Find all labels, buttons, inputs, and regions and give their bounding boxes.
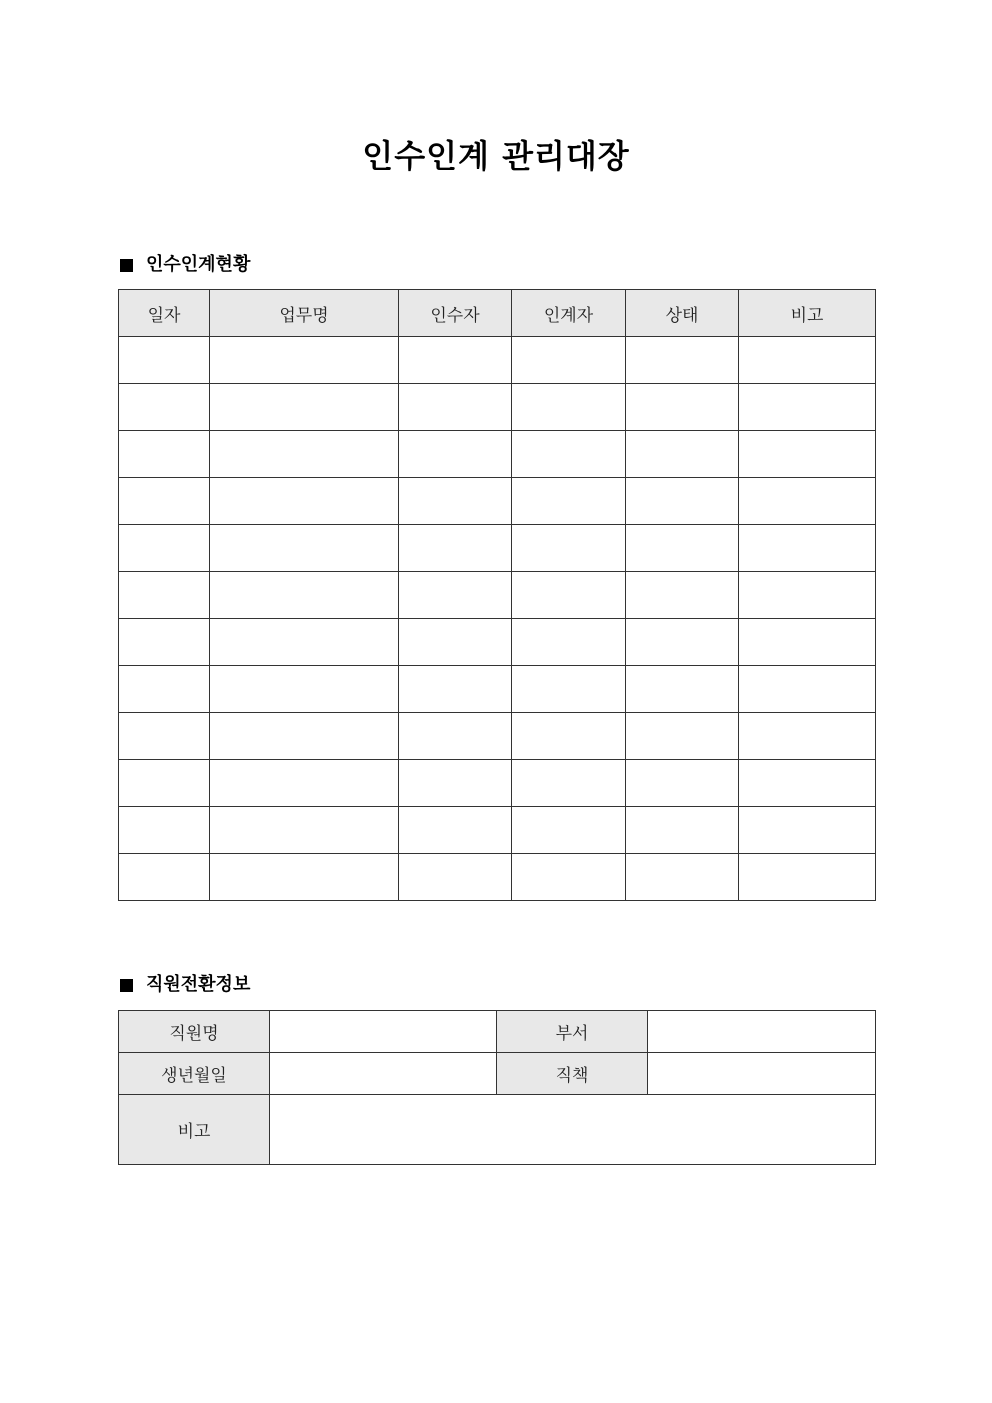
section-heading-employee-transition (120, 972, 250, 998)
handover-person-cell[interactable] (512, 807, 626, 854)
department-field[interactable] (648, 1011, 876, 1053)
table-row (119, 431, 876, 478)
section-heading-label: 인수인계현황 (146, 254, 251, 275)
document-title: 인수인계 관리대장 (362, 137, 630, 175)
date-cell[interactable] (119, 760, 210, 807)
task-name-cell[interactable] (210, 572, 399, 619)
table-row (119, 337, 876, 384)
table-row (119, 713, 876, 760)
task-name-cell[interactable] (210, 666, 399, 713)
receiver-cell[interactable] (399, 854, 512, 901)
column-header-remarks: 비고 (739, 290, 876, 337)
date-cell[interactable] (119, 525, 210, 572)
status-cell[interactable] (626, 384, 739, 431)
task-name-cell[interactable] (210, 619, 399, 666)
status-cell[interactable] (626, 337, 739, 384)
status-cell[interactable] (626, 525, 739, 572)
birth-date-label: 생년월일 (119, 1053, 270, 1095)
status-cell[interactable] (626, 666, 739, 713)
receiver-cell[interactable] (399, 525, 512, 572)
status-cell[interactable] (626, 478, 739, 525)
handover-status-body (119, 337, 876, 901)
task-name-cell[interactable] (210, 337, 399, 384)
task-name-cell[interactable] (210, 431, 399, 478)
department-label: 부서 (497, 1011, 648, 1053)
status-cell[interactable] (626, 619, 739, 666)
table-row (119, 807, 876, 854)
table-row (119, 854, 876, 901)
handover-person-cell[interactable] (512, 572, 626, 619)
handover-person-cell[interactable] (512, 337, 626, 384)
handover-person-cell[interactable] (512, 666, 626, 713)
date-cell[interactable] (119, 478, 210, 525)
remarks-cell[interactable] (739, 384, 876, 431)
section-heading-handover-status (120, 252, 250, 278)
status-cell[interactable] (626, 807, 739, 854)
employee-name-field[interactable] (270, 1011, 497, 1053)
receiver-cell[interactable] (399, 760, 512, 807)
column-header-task-name: 업무명 (210, 290, 399, 337)
column-header-handover-person: 인계자 (512, 290, 626, 337)
receiver-cell[interactable] (399, 666, 512, 713)
task-name-cell[interactable] (210, 807, 399, 854)
square-bullet-icon (120, 979, 133, 992)
handover-person-cell[interactable] (512, 619, 626, 666)
table-row (119, 1053, 876, 1095)
remarks-cell[interactable] (739, 807, 876, 854)
square-bullet-icon (120, 259, 133, 272)
date-cell[interactable] (119, 713, 210, 760)
table-row (119, 619, 876, 666)
table-row (119, 384, 876, 431)
date-cell[interactable] (119, 619, 210, 666)
receiver-cell[interactable] (399, 384, 512, 431)
remarks-field[interactable] (270, 1095, 876, 1165)
remarks-cell[interactable] (739, 572, 876, 619)
handover-person-cell[interactable] (512, 760, 626, 807)
handover-person-cell[interactable] (512, 854, 626, 901)
date-cell[interactable] (119, 572, 210, 619)
remarks-cell[interactable] (739, 431, 876, 478)
task-name-cell[interactable] (210, 854, 399, 901)
remarks-cell[interactable] (739, 854, 876, 901)
remarks-cell[interactable] (739, 478, 876, 525)
status-cell[interactable] (626, 713, 739, 760)
date-cell[interactable] (119, 384, 210, 431)
handover-person-cell[interactable] (512, 713, 626, 760)
handover-person-cell[interactable] (512, 431, 626, 478)
handover-person-cell[interactable] (512, 478, 626, 525)
receiver-cell[interactable] (399, 572, 512, 619)
receiver-cell[interactable] (399, 478, 512, 525)
employee-transition-table (118, 1010, 876, 1165)
receiver-cell[interactable] (399, 713, 512, 760)
table-row (119, 478, 876, 525)
position-field[interactable] (648, 1053, 876, 1095)
status-cell[interactable] (626, 760, 739, 807)
task-name-cell[interactable] (210, 713, 399, 760)
receiver-cell[interactable] (399, 807, 512, 854)
date-cell[interactable] (119, 431, 210, 478)
date-cell[interactable] (119, 337, 210, 384)
remarks-label: 비고 (119, 1095, 270, 1165)
column-header-receiver: 인수자 (399, 290, 512, 337)
table-row (119, 1011, 876, 1053)
handover-person-cell[interactable] (512, 384, 626, 431)
task-name-cell[interactable] (210, 478, 399, 525)
status-cell[interactable] (626, 572, 739, 619)
task-name-cell[interactable] (210, 384, 399, 431)
column-header-date: 일자 (119, 290, 210, 337)
date-cell[interactable] (119, 854, 210, 901)
column-header-status: 상태 (626, 290, 739, 337)
position-label: 직책 (497, 1053, 648, 1095)
table-row (119, 666, 876, 713)
handover-person-cell[interactable] (512, 525, 626, 572)
remarks-cell[interactable] (739, 760, 876, 807)
table-row (119, 760, 876, 807)
receiver-cell[interactable] (399, 431, 512, 478)
table-row (119, 572, 876, 619)
receiver-cell[interactable] (399, 337, 512, 384)
remarks-cell[interactable] (739, 619, 876, 666)
status-cell[interactable] (626, 854, 739, 901)
remarks-cell[interactable] (739, 337, 876, 384)
remarks-cell[interactable] (739, 525, 876, 572)
section-heading-label: 직원전환정보 (146, 974, 251, 995)
employee-name-label: 직원명 (119, 1011, 270, 1053)
table-header-row (119, 290, 876, 337)
status-cell[interactable] (626, 431, 739, 478)
date-cell[interactable] (119, 666, 210, 713)
table-row (119, 525, 876, 572)
receiver-cell[interactable] (399, 619, 512, 666)
remarks-cell[interactable] (739, 713, 876, 760)
remarks-cell[interactable] (739, 666, 876, 713)
table-row (119, 1095, 876, 1165)
date-cell[interactable] (119, 807, 210, 854)
task-name-cell[interactable] (210, 525, 399, 572)
task-name-cell[interactable] (210, 760, 399, 807)
birth-date-field[interactable] (270, 1053, 497, 1095)
handover-status-table (118, 289, 876, 901)
